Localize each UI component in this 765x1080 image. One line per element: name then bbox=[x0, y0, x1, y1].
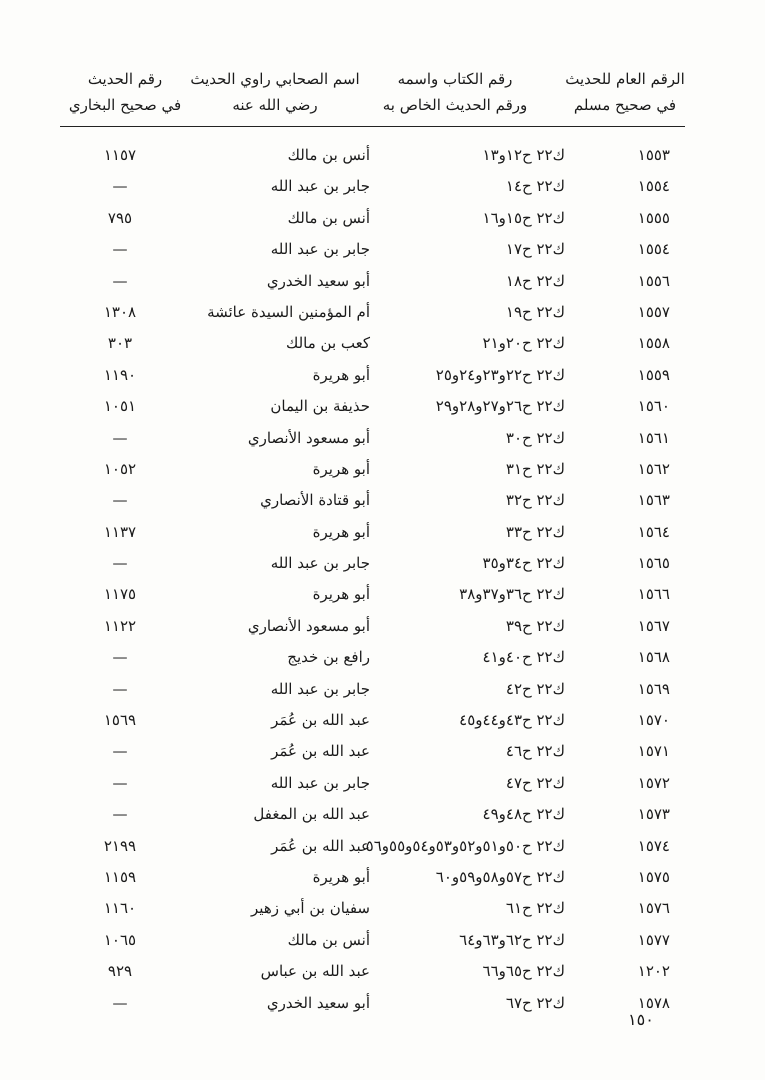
header-bukhari-number: رقم الحديث في صحيح البخاري bbox=[68, 70, 182, 114]
table-row bbox=[60, 925, 700, 956]
table-row bbox=[60, 579, 700, 610]
cell-narrator: أبو هريرة bbox=[312, 365, 370, 384]
cell-book-reference: ك٢٢ ح٤٧ bbox=[505, 773, 565, 792]
cell-book-reference: ك٢٢ ح٦٧ bbox=[505, 993, 565, 1012]
table-row bbox=[60, 893, 700, 924]
cell-hadith-number: ١٥٥٦ bbox=[637, 271, 670, 290]
cell-hadith-number: ١٥٦٣ bbox=[637, 491, 670, 510]
table-row bbox=[60, 988, 700, 1019]
header-book-reference: رقم الكتاب واسمه ورقم الحديث الخاص به bbox=[382, 70, 528, 114]
cell-hadith-number: ١٥٧٨ bbox=[637, 993, 670, 1012]
cell-hadith-number: ١٥٦٢ bbox=[637, 459, 670, 478]
cell-narrator: جابر بن عبد الله bbox=[270, 240, 370, 259]
table-row bbox=[60, 485, 700, 516]
cell-bukhari-number: — bbox=[112, 648, 128, 667]
cell-narrator: عبد الله بن المغفل bbox=[253, 805, 370, 824]
cell-hadith-number: ١٥٧٤ bbox=[637, 836, 670, 855]
cell-narrator: أبو هريرة bbox=[312, 867, 370, 886]
cell-hadith-number: ١٥٥٤ bbox=[637, 177, 670, 196]
cell-bukhari-number: ٧٩٥ bbox=[107, 208, 133, 227]
cell-book-reference: ك٢٢ ح٤٠و٤١ bbox=[482, 648, 565, 667]
cell-bukhari-number: — bbox=[112, 554, 128, 573]
cell-narrator: عبد الله بن عباس bbox=[260, 962, 370, 981]
cell-narrator: أبو هريرة bbox=[312, 522, 370, 541]
cell-narrator: أبو مسعود الأنصاري bbox=[247, 616, 370, 635]
cell-book-reference: ك٢٢ ح٢٢و٢٣و٢٤و٢٥ bbox=[435, 365, 565, 384]
cell-narrator: أنس بن مالك bbox=[287, 930, 370, 949]
cell-bukhari-number: — bbox=[112, 271, 128, 290]
table-row bbox=[60, 328, 700, 359]
cell-narrator: جابر بن عبد الله bbox=[270, 554, 370, 573]
table-row bbox=[60, 203, 700, 234]
cell-hadith-number: ١٥٧٥ bbox=[637, 867, 670, 886]
cell-hadith-number: ١٢٠٢ bbox=[637, 962, 670, 981]
cell-bukhari-number: ١٠٥١ bbox=[103, 397, 137, 416]
cell-narrator: أبو سعيد الخدري bbox=[266, 271, 370, 290]
cell-bukhari-number: ١١٧٥ bbox=[103, 585, 137, 604]
table-row bbox=[60, 140, 700, 171]
cell-hadith-number: ١٥٧٣ bbox=[637, 805, 670, 824]
cell-hadith-number: ١٥٥٤ bbox=[637, 240, 670, 259]
cell-book-reference: ك٢٢ ح٣٢ bbox=[505, 491, 565, 510]
cell-bukhari-number: — bbox=[112, 240, 128, 259]
cell-bukhari-number: ١١٣٧ bbox=[103, 522, 137, 541]
cell-book-reference: ك٢٢ ح٥٧و٥٨و٥٩و٦٠ bbox=[435, 867, 565, 886]
cell-hadith-number: ١٥٧٠ bbox=[637, 711, 670, 730]
header-hadith-number: الرقم العام للحديث في صحيح مسلم bbox=[565, 70, 685, 114]
cell-narrator: جابر بن عبد الله bbox=[270, 679, 370, 698]
cell-book-reference: ك٢٢ ح١٢و١٣ bbox=[482, 146, 565, 164]
cell-narrator: أنس بن مالك bbox=[287, 208, 370, 227]
cell-bukhari-number: — bbox=[112, 428, 128, 447]
table-row bbox=[60, 736, 700, 767]
cell-narrator: سفيان بن أبي زهير bbox=[251, 899, 370, 918]
cell-book-reference: ك٢٢ ح٦٢و٦٣و٦٤ bbox=[459, 930, 565, 949]
cell-narrator: أنس بن مالك bbox=[287, 146, 370, 164]
table-row bbox=[60, 266, 700, 297]
cell-hadith-number: ١٥٥٥ bbox=[637, 208, 670, 227]
cell-book-reference: ك٢٢ ح١٨ bbox=[505, 271, 565, 290]
table-row bbox=[60, 674, 700, 705]
cell-hadith-number: ١٥٧٧ bbox=[637, 930, 670, 949]
cell-book-reference: ك٢٢ ح٤٢ bbox=[505, 679, 565, 698]
cell-hadith-number: ١٥٦٧ bbox=[637, 616, 670, 635]
cell-bukhari-number: — bbox=[112, 993, 128, 1012]
cell-bukhari-number: ١١٩٠ bbox=[103, 365, 137, 384]
cell-hadith-number: ١٥٦٩ bbox=[637, 679, 670, 698]
table-row bbox=[60, 799, 700, 830]
cell-narrator: عبد الله بن عُمَر bbox=[271, 836, 370, 855]
cell-bukhari-number: — bbox=[112, 491, 128, 510]
cell-bukhari-number: ١١٢٢ bbox=[103, 616, 137, 635]
cell-bukhari-number: ٩٢٩ bbox=[107, 962, 133, 981]
cell-bukhari-number: — bbox=[112, 773, 128, 792]
table-header bbox=[60, 66, 700, 126]
cell-hadith-number: ١٥٦٠ bbox=[637, 397, 670, 416]
cell-book-reference: ك٢٢ ح١٥و١٦ bbox=[482, 208, 565, 227]
cell-book-reference: ك٢٢ ح٤٦ bbox=[505, 742, 565, 761]
table-row bbox=[60, 234, 700, 265]
table-row bbox=[60, 391, 700, 422]
table-row bbox=[60, 862, 700, 893]
cell-hadith-number: ١٥٥٣ bbox=[637, 146, 670, 164]
cell-book-reference: ك٢٢ ح٤٣و٤٤و٤٥ bbox=[459, 711, 565, 730]
cell-hadith-number: ١٥٥٧ bbox=[637, 302, 670, 321]
cell-book-reference: ك٢٢ ح٣٣ bbox=[505, 522, 565, 541]
cell-hadith-number: ١٥٦٨ bbox=[637, 648, 670, 667]
cell-book-reference: ك٢٢ ح١٧ bbox=[505, 240, 565, 259]
cell-hadith-number: ١٥٧١ bbox=[637, 742, 670, 761]
cell-bukhari-number: — bbox=[112, 805, 128, 824]
table-row bbox=[60, 297, 700, 328]
table-row bbox=[60, 171, 700, 202]
cell-bukhari-number: — bbox=[112, 177, 128, 196]
cell-bukhari-number: ١٠٦٥ bbox=[103, 930, 137, 949]
cell-bukhari-number: ٢١٩٩ bbox=[103, 836, 137, 855]
cell-book-reference: ك٢٢ ح٣٩ bbox=[505, 616, 565, 635]
cell-book-reference: ك٢٢ ح٦١ bbox=[505, 899, 565, 918]
cell-hadith-number: ١٥٦٦ bbox=[637, 585, 670, 604]
cell-book-reference: ك٢٢ ح٣٤و٣٥ bbox=[482, 554, 565, 573]
cell-bukhari-number: ١٣٠٨ bbox=[103, 302, 137, 321]
table-row bbox=[60, 360, 700, 391]
cell-narrator: جابر بن عبد الله bbox=[270, 177, 370, 196]
cell-narrator: أبو هريرة bbox=[312, 585, 370, 604]
cell-book-reference: ك٢٢ ح٣١ bbox=[505, 459, 565, 478]
cell-bukhari-number: — bbox=[112, 742, 128, 761]
cell-bukhari-number: — bbox=[112, 679, 128, 698]
cell-narrator: حذيفة بن اليمان bbox=[270, 397, 370, 416]
cell-narrator: عبد الله بن عُمَر bbox=[271, 711, 370, 730]
table-row bbox=[60, 454, 700, 485]
cell-narrator: أم المؤمنين السيدة عائشة bbox=[207, 302, 370, 321]
table-body bbox=[60, 140, 700, 1019]
cell-bukhari-number: ١١٦٠ bbox=[103, 899, 137, 918]
cell-bukhari-number: ١٥٦٩ bbox=[103, 711, 137, 730]
cell-narrator: أبو هريرة bbox=[312, 459, 370, 478]
cell-narrator: أبو قتادة الأنصاري bbox=[260, 491, 370, 510]
cell-book-reference: ك٢٢ ح٢٦و٢٧و٢٨و٢٩ bbox=[435, 397, 565, 416]
cell-hadith-number: ١٥٥٩ bbox=[637, 365, 670, 384]
cell-hadith-number: ١٥٧٢ bbox=[637, 773, 670, 792]
cell-hadith-number: ١٥٦١ bbox=[637, 428, 670, 447]
table-row bbox=[60, 642, 700, 673]
cell-hadith-number: ١٥٧٦ bbox=[637, 899, 670, 918]
cell-bukhari-number: ١٠٥٢ bbox=[103, 459, 137, 478]
table-row bbox=[60, 611, 700, 642]
cell-book-reference: ك٢٢ ح٥٠و٥١و٥٢و٥٣و٥٤و٥٥و٥٦ bbox=[365, 836, 565, 855]
cell-book-reference: ك٢٢ ح١٩ bbox=[505, 302, 565, 321]
cell-narrator: رافع بن خديج bbox=[287, 648, 370, 667]
cell-book-reference: ك٢٢ ح٢٠و٢١ bbox=[482, 334, 565, 353]
cell-bukhari-number: ١١٥٧ bbox=[103, 146, 137, 164]
table-row bbox=[60, 548, 700, 579]
cell-hadith-number: ١٥٦٤ bbox=[637, 522, 670, 541]
cell-hadith-number: ١٥٦٥ bbox=[637, 554, 670, 573]
page-number: ١٥٠ bbox=[628, 1010, 654, 1029]
cell-narrator: أبو سعيد الخدري bbox=[266, 993, 370, 1012]
table-row bbox=[60, 768, 700, 799]
table-row bbox=[60, 956, 700, 987]
cell-narrator: كعب بن مالك bbox=[285, 334, 370, 353]
cell-book-reference: ك٢٢ ح٤٨و٤٩ bbox=[482, 805, 565, 824]
cell-book-reference: ك٢٢ ح٣٦و٣٧و٣٨ bbox=[459, 585, 565, 604]
cell-book-reference: ك٢٢ ح١٤ bbox=[505, 177, 565, 196]
table-row bbox=[60, 423, 700, 454]
header-divider bbox=[60, 126, 685, 127]
cell-narrator: عبد الله بن عُمَر bbox=[271, 742, 370, 761]
cell-narrator: أبو مسعود الأنصاري bbox=[247, 428, 370, 447]
cell-bukhari-number: ١١٥٩ bbox=[103, 867, 137, 886]
header-narrator: اسم الصحابي راوي الحديث رضي الله عنه bbox=[190, 70, 360, 114]
table-row bbox=[60, 831, 700, 862]
cell-narrator: جابر بن عبد الله bbox=[270, 773, 370, 792]
cell-bukhari-number: ٣٠٣ bbox=[107, 334, 133, 353]
cell-hadith-number: ١٥٥٨ bbox=[637, 334, 670, 353]
table-row bbox=[60, 705, 700, 736]
table-row bbox=[60, 517, 700, 548]
cell-book-reference: ك٢٢ ح٦٥و٦٦ bbox=[482, 962, 565, 981]
cell-book-reference: ك٢٢ ح٣٠ bbox=[505, 428, 565, 447]
